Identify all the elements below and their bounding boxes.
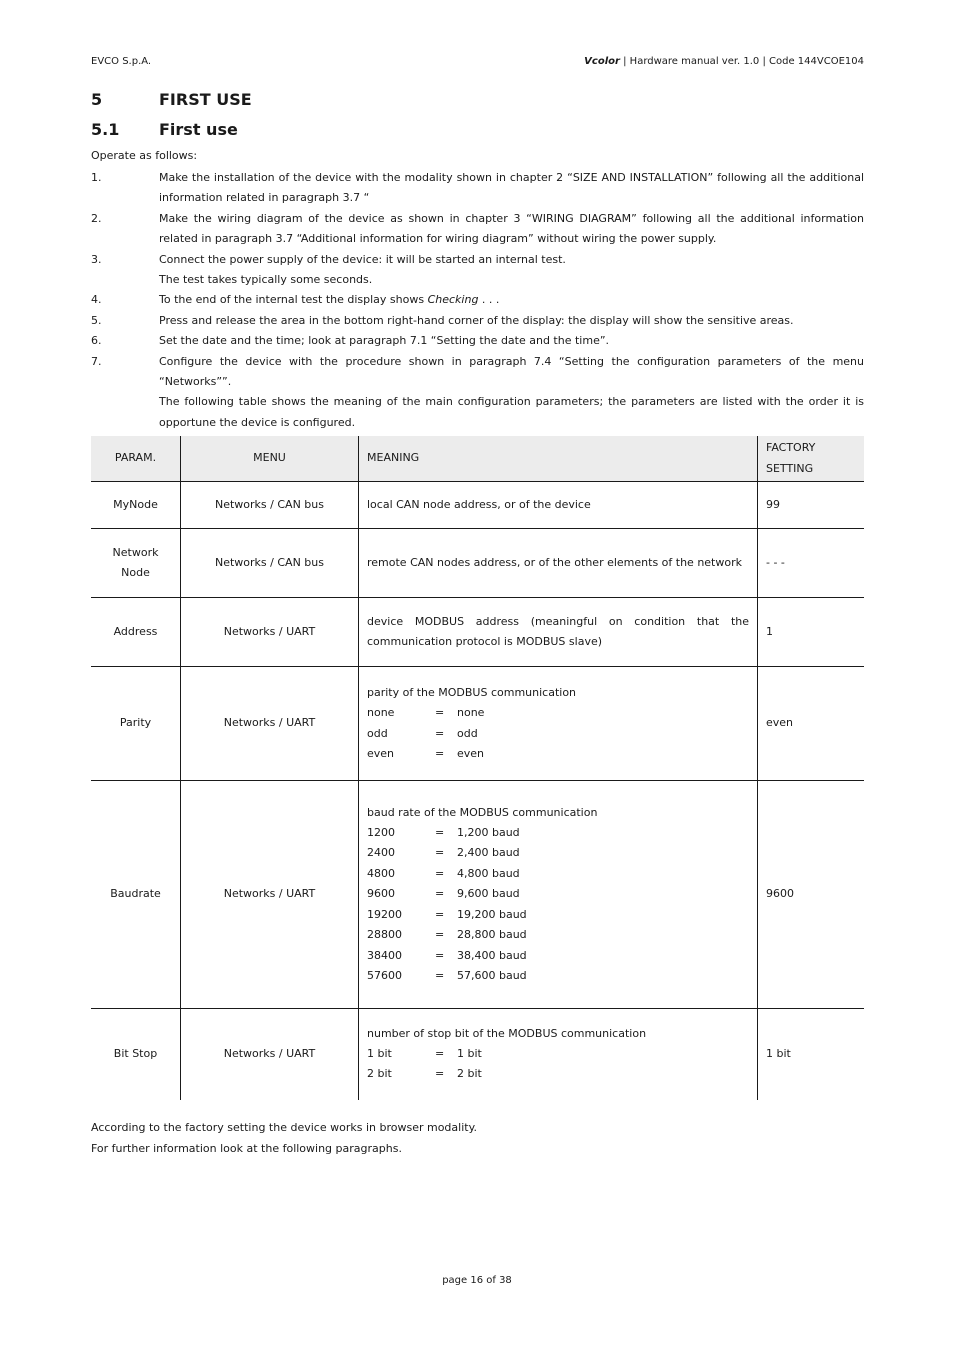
step-number: 5. <box>91 313 102 327</box>
option-row <box>367 966 749 986</box>
option-key: 2400 <box>367 846 395 860</box>
option-value: 9,600 baud <box>457 887 520 901</box>
option-row <box>367 744 749 764</box>
option-key: 19200 <box>367 907 402 921</box>
param-cell: Network Node <box>91 529 181 598</box>
option-row <box>367 1044 749 1064</box>
factory-cell: 99 <box>766 497 780 511</box>
option-equals: = <box>435 726 445 740</box>
step-text <box>159 250 864 291</box>
step-text: Press and release the area in the bottom right-hand corner of the display: the display will show the sensitive areas. <box>159 313 794 327</box>
step-text-main: To the end of the internal test the display shows <box>159 293 428 307</box>
header-meaning: MEANING <box>359 436 758 482</box>
step-number: 6. <box>91 334 102 348</box>
header-factory-setting: FACTORY SETTING <box>758 436 865 482</box>
menu-cell: Networks / UART <box>181 1009 359 1100</box>
param-cell: Parity <box>91 667 181 781</box>
option-value: 19,200 baud <box>457 907 527 921</box>
header-menu: MENU <box>181 436 359 482</box>
step-continuation: The test takes typically some seconds. <box>159 273 373 287</box>
option-key: none <box>367 706 395 720</box>
factory-cell: 1 bit <box>766 1047 791 1061</box>
meaning-cell <box>359 781 758 1009</box>
option-key: 1 bit <box>367 1047 392 1061</box>
step-item <box>91 352 864 434</box>
menu-cell: Networks / UART <box>181 667 359 781</box>
option-value: 28,800 baud <box>457 928 527 942</box>
table-row <box>91 482 864 529</box>
option-row <box>367 905 749 925</box>
step-item <box>91 331 864 351</box>
step-text-main: Connect the power supply of the device: it will be started an internal test. <box>159 252 566 266</box>
step-text: Make the wiring diagram of the device as shown in chapter 3 “WIRING DIAGRAM” following all the additional information related in paragraph 3.7 “Additional information for wiring diagram” without wiring the power supply. <box>159 211 864 246</box>
option-row <box>367 925 749 945</box>
option-key: 2 bit <box>367 1067 392 1081</box>
page-number: page 16 of 38 <box>442 1275 512 1286</box>
option-value: 2,400 baud <box>457 846 520 860</box>
option-equals: = <box>435 866 445 880</box>
step-number: 2. <box>91 211 102 225</box>
header-document-info <box>584 56 864 67</box>
param-cell: Bit Stop <box>91 1009 181 1100</box>
param-cell: MyNode <box>91 482 181 529</box>
option-key: 1200 <box>367 826 395 840</box>
section-title: FIRST USE <box>159 90 252 109</box>
header-param: PARAM. <box>91 436 181 482</box>
header-product: Vcolor <box>584 56 620 67</box>
table-row <box>91 529 864 598</box>
table-row <box>91 781 864 1009</box>
param-cell: Baudrate <box>91 781 181 1009</box>
step-text <box>159 290 864 310</box>
option-row <box>367 1064 749 1084</box>
option-key: 28800 <box>367 928 402 942</box>
option-equals: = <box>435 907 445 921</box>
step-text <box>159 352 864 434</box>
meaning-cell: local CAN node address, or of the device <box>359 482 758 529</box>
option-equals: = <box>435 887 445 901</box>
option-row <box>367 946 749 966</box>
option-key: 38400 <box>367 948 402 962</box>
meaning-cell: device MODBUS address (meaningful on condition that the communication protocol is MODBUS slave) <box>359 598 758 667</box>
note-line: For further information look at the following paragraphs. <box>91 1142 402 1155</box>
meaning-text: parity of the MODBUS communication <box>367 685 577 699</box>
step-item <box>91 250 864 291</box>
option-value: 38,400 baud <box>457 948 527 962</box>
header-manual-code: | Hardware manual ver. 1.0 | Code 144VCOE104 <box>619 56 864 67</box>
step-number: 7. <box>91 354 102 368</box>
option-key: 4800 <box>367 866 395 880</box>
option-value: 1 bit <box>457 1047 482 1061</box>
step-number: 1. <box>91 171 102 184</box>
meaning-text: baud rate of the MODBUS communication <box>367 805 598 819</box>
meaning-cell: remote CAN nodes address, or of the other elements of the network <box>359 529 758 598</box>
option-equals: = <box>435 968 445 982</box>
step-item <box>91 209 864 250</box>
step-item <box>91 168 864 209</box>
step-text-main: Configure the device with the procedure shown in paragraph 7.4 “Setting the configuration parameters of the menu “Networks””. <box>159 354 864 389</box>
option-equals: = <box>435 1067 445 1081</box>
step-emphasis: Checking <box>427 293 479 307</box>
option-row <box>367 864 749 884</box>
factory-cell: even <box>766 716 794 730</box>
option-equals: = <box>435 746 445 760</box>
option-key: even <box>367 746 395 760</box>
table-row <box>91 1009 864 1100</box>
meaning-cell <box>359 667 758 781</box>
note-line: According to the factory setting the device works in browser modality. <box>91 1121 478 1134</box>
closing-notes <box>91 1117 477 1159</box>
step-text: Make the installation of the device with the modality shown in chapter 2 “SIZE AND INSTALLATION” following all the additional information related in paragraph 3.7 “ <box>159 171 864 205</box>
option-value: 57,600 baud <box>457 968 527 982</box>
table-header-row <box>91 436 864 482</box>
subsection-heading <box>91 120 238 139</box>
option-equals: = <box>435 1047 445 1061</box>
option-value: none <box>457 706 485 720</box>
menu-cell: Networks / CAN bus <box>181 529 359 598</box>
factory-cell: - - - <box>766 555 785 569</box>
menu-cell: Networks / CAN bus <box>181 482 359 529</box>
factory-cell: 1 <box>766 624 773 638</box>
option-equals: = <box>435 826 445 840</box>
option-key: odd <box>367 726 388 740</box>
menu-cell: Networks / UART <box>181 598 359 667</box>
option-equals: = <box>435 706 445 720</box>
menu-cell: Networks / UART <box>181 781 359 1009</box>
step-item <box>91 290 864 310</box>
option-key: 9600 <box>367 887 395 901</box>
configuration-parameters-table <box>91 436 864 1100</box>
param-cell: Address <box>91 598 181 667</box>
section-heading <box>91 90 252 109</box>
step-number: 4. <box>91 293 102 307</box>
option-value: 4,800 baud <box>457 866 520 880</box>
intro-text: Operate as follows: <box>91 149 198 162</box>
steps-list <box>91 168 864 433</box>
step-text: Set the date and the time; look at paragraph 7.1 “Setting the date and the time”. <box>159 334 610 348</box>
option-value: odd <box>457 726 478 740</box>
option-equals: = <box>435 948 445 962</box>
option-row <box>367 884 749 904</box>
step-number: 3. <box>91 252 102 266</box>
option-key: 57600 <box>367 968 402 982</box>
option-equals: = <box>435 846 445 860</box>
option-equals: = <box>435 928 445 942</box>
step-continuation: The following table shows the meaning of the main configuration parameters; the parameters are listed with the order it is opportune the device is configured. <box>159 395 864 429</box>
option-row <box>367 724 749 744</box>
option-value: even <box>457 746 485 760</box>
option-value: 2 bit <box>457 1067 482 1081</box>
table-row <box>91 667 864 781</box>
option-value: 1,200 baud <box>457 826 520 840</box>
meaning-text: number of stop bit of the MODBUS communication <box>367 1026 647 1040</box>
step-text-tail: . . . <box>478 293 500 307</box>
option-row <box>367 823 749 843</box>
meaning-cell <box>359 1009 758 1100</box>
option-row <box>367 843 749 863</box>
table-row <box>91 598 864 667</box>
subsection-title: First use <box>159 120 238 139</box>
header-company: EVCO S.p.A. <box>91 56 152 67</box>
step-item <box>91 311 864 331</box>
subsection-number: 5.1 <box>91 120 120 139</box>
option-row <box>367 703 749 723</box>
factory-cell: 9600 <box>766 887 794 901</box>
section-number: 5 <box>91 90 103 109</box>
